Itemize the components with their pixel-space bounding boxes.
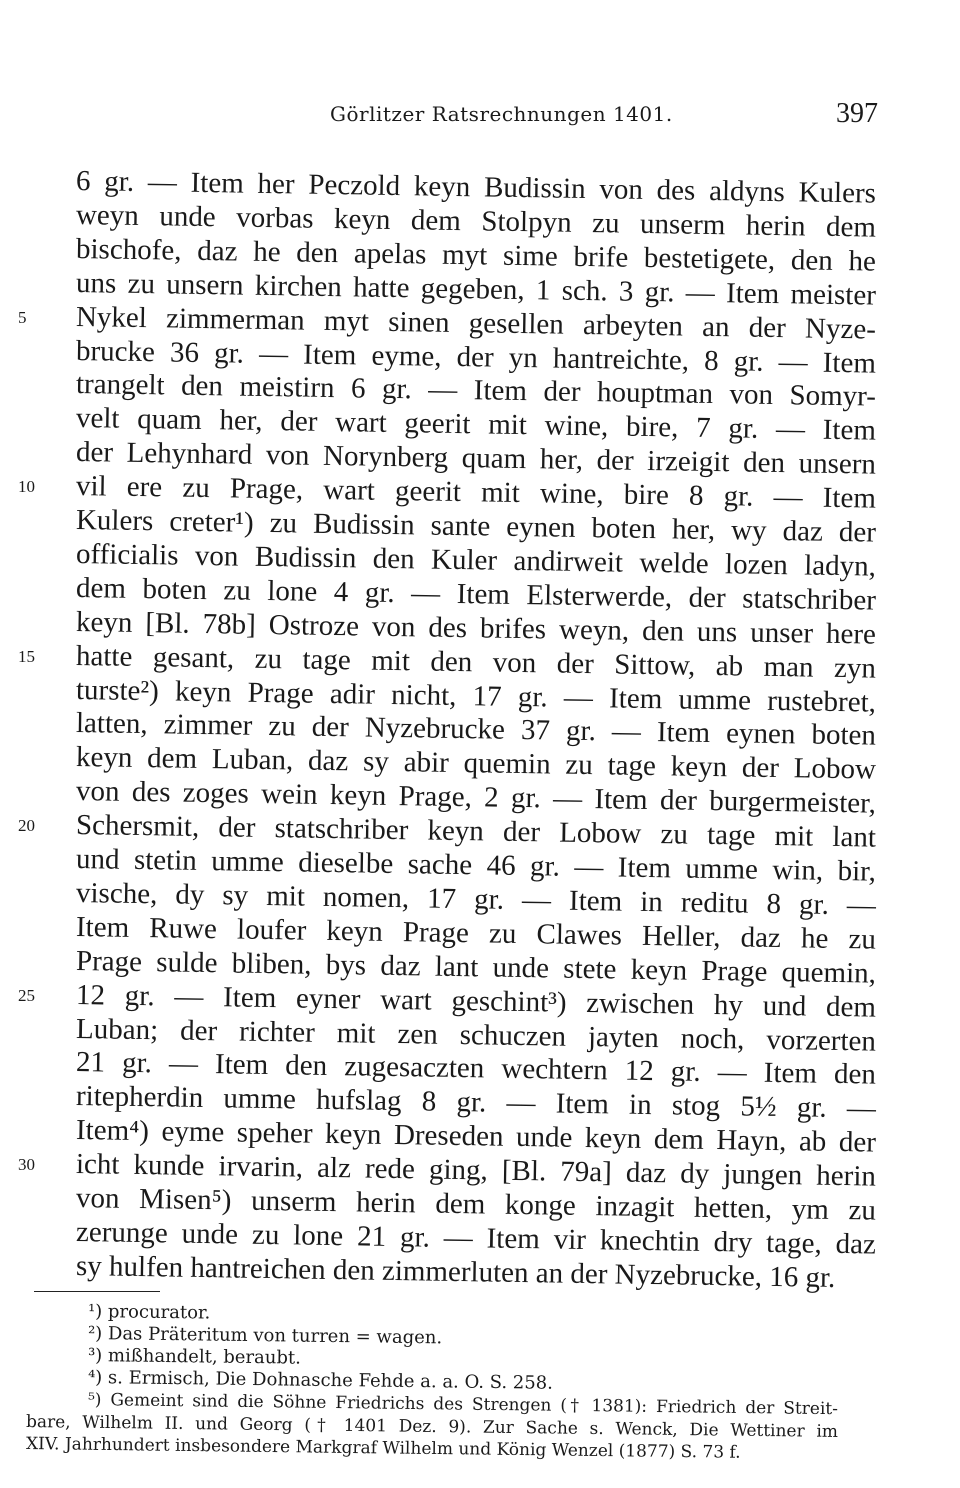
text-line: velt quam her, der wart geerit mit wine, bire, 7 gr. — Item (75, 402, 877, 447)
text-line: weyn unde vorbas keyn dem Stolpyn zu unserm herin dem (75, 198, 877, 244)
text-line: officialis von Budissin den Kuler andirweit welde lozen ladyn, (75, 537, 877, 583)
text-line: vil ere zu Prage, wart geerit mit wine, bire 8 gr. — Item (75, 470, 877, 515)
text-line: dem boten zu lone 4 gr. — Item Elsterwerde, der statschriber (75, 571, 877, 617)
footnote-separator (34, 1291, 160, 1292)
text-line: von Misen⁵) unserm herin dem konge inzagit hetten, ym zu (75, 1182, 877, 1227)
footnote-line: bare, Wilhelm II. und Georg († 1401 Dez. 9). Zur Sache s. Wenck, Die Wettiner im (25, 1411, 839, 1442)
line-number: 20 (18, 816, 35, 836)
footnote-line: XIV. Jahrhundert insbesondere Markgraf Wilhelm und König Wenzel (1877) S. 73 f. (25, 1433, 741, 1463)
text-line: keyn dem Luban, daz sy abir quemin zu tage keyn der Lobow (75, 741, 877, 786)
text-line: Schersmit, der statschriber keyn der Lobow zu tage mit lant (75, 809, 877, 854)
text-line: trangelt den meistirn 6 gr. — Item der houptman von Somyr- (75, 368, 877, 413)
text-line: Item⁴) eyme speher keyn Dreseden unde keyn dem Hayn, ab der (75, 1114, 877, 1159)
text-line: icht kunde irvarin, alz rede ging, [Bl. 79a] daz dy jungen herin (75, 1148, 877, 1193)
text-line: zerunge unde zu lone 21 gr. — Item vir knechtin dry tage, daz (75, 1215, 877, 1261)
text-line: Nykel zimmerman myt sinen gesellen arbeyten an der Nyze- (75, 300, 877, 346)
footnote: ⁴) s. Ermisch, Die Dohnasche Fehde a. a. O. S. 258. (87, 1366, 554, 1394)
line-number: 15 (18, 646, 35, 666)
footnote-line: ⁵) Gemeint sind die Söhne Friedrichs des Strengen († 1381): Friedrich der Streit- (87, 1389, 839, 1419)
text-line: 12 gr. — Item eyner wart geschint³) zwischen hy und dem (75, 978, 877, 1024)
text-line: sy hulfen hantreichen den zimmerluten an der Nyzebrucke, 16 gr. (75, 1249, 836, 1294)
text-line: vische, dy sy mit nomen, 17 gr. — Item in reditu 8 gr. — (75, 876, 877, 922)
footnote: ³) mißhandelt, beraubt. (87, 1344, 302, 1369)
line-number: 25 (18, 985, 35, 1005)
text-line: ritepherdin umme hufslag 8 gr. — Item in stog 5½ gr. — (75, 1080, 877, 1125)
page-header (0, 98, 960, 138)
text-line: 21 gr. — Item den zugesaczten wechtern 12 gr. — Item den (75, 1046, 877, 1091)
footnote: ¹) procurator. (87, 1300, 211, 1324)
text-line: von des zoges wein keyn Prage, 2 gr. — Item der burgermeister, (75, 775, 877, 820)
text-line: uns zu unsern kirchen hatte gegeben, 1 sch. 3 gr. — Item meister (75, 266, 877, 312)
footnote: ²) Das Präteritum von turren = wagen. (87, 1322, 443, 1349)
line-number: 30 (18, 1155, 35, 1175)
line-number: 10 (18, 477, 35, 497)
text-line: Item Ruwe loufer keyn Prage zu Clawes Heller, daz he zu (75, 910, 877, 956)
text-line: der Lehynhard von Norynberg quam her, der irzeigit den unsern (75, 436, 877, 481)
running-title: Görlitzer Ratsrechnungen 1401. (330, 102, 673, 126)
page-number: 397 (836, 98, 878, 129)
text-line: und stetin umme dieselbe sache 46 gr. — Item umme win, bir, (75, 843, 877, 888)
text-line: keyn [Bl. 78b] Ostroze von des brifes weyn, den uns unser here (75, 605, 877, 651)
text-line: 6 gr. — Item her Peczold keyn Budissin von des aldyns Kulers (75, 165, 877, 210)
line-number: 5 (18, 307, 27, 327)
text-line: latten, zimmer zu der Nyzebrucke 37 gr. — Item eynen boten (75, 707, 877, 752)
text-line: bischofe, daz he den apelas myt sime brife bestetigete, den he (75, 232, 877, 278)
text-line: turste²) keyn Prage adir nicht, 17 gr. — Item umme rustebret, (75, 673, 877, 719)
text-line: brucke 36 gr. — Item eyme, der yn hantreichte, 8 gr. — Item (75, 334, 877, 380)
text-line: Prage sulde bliben, bys daz lant unde stete keyn Prage quemin, (75, 944, 877, 990)
text-line: Luban; der richter mit zen schuczen jayten noch, vorzerten (75, 1012, 877, 1058)
text-line: hatte gesant, zu tage mit den von der Sittow, ab man zyn (75, 639, 877, 685)
text-line: Kulers creter¹) zu Budissin sante eynen boten her, wy daz der (75, 504, 877, 549)
